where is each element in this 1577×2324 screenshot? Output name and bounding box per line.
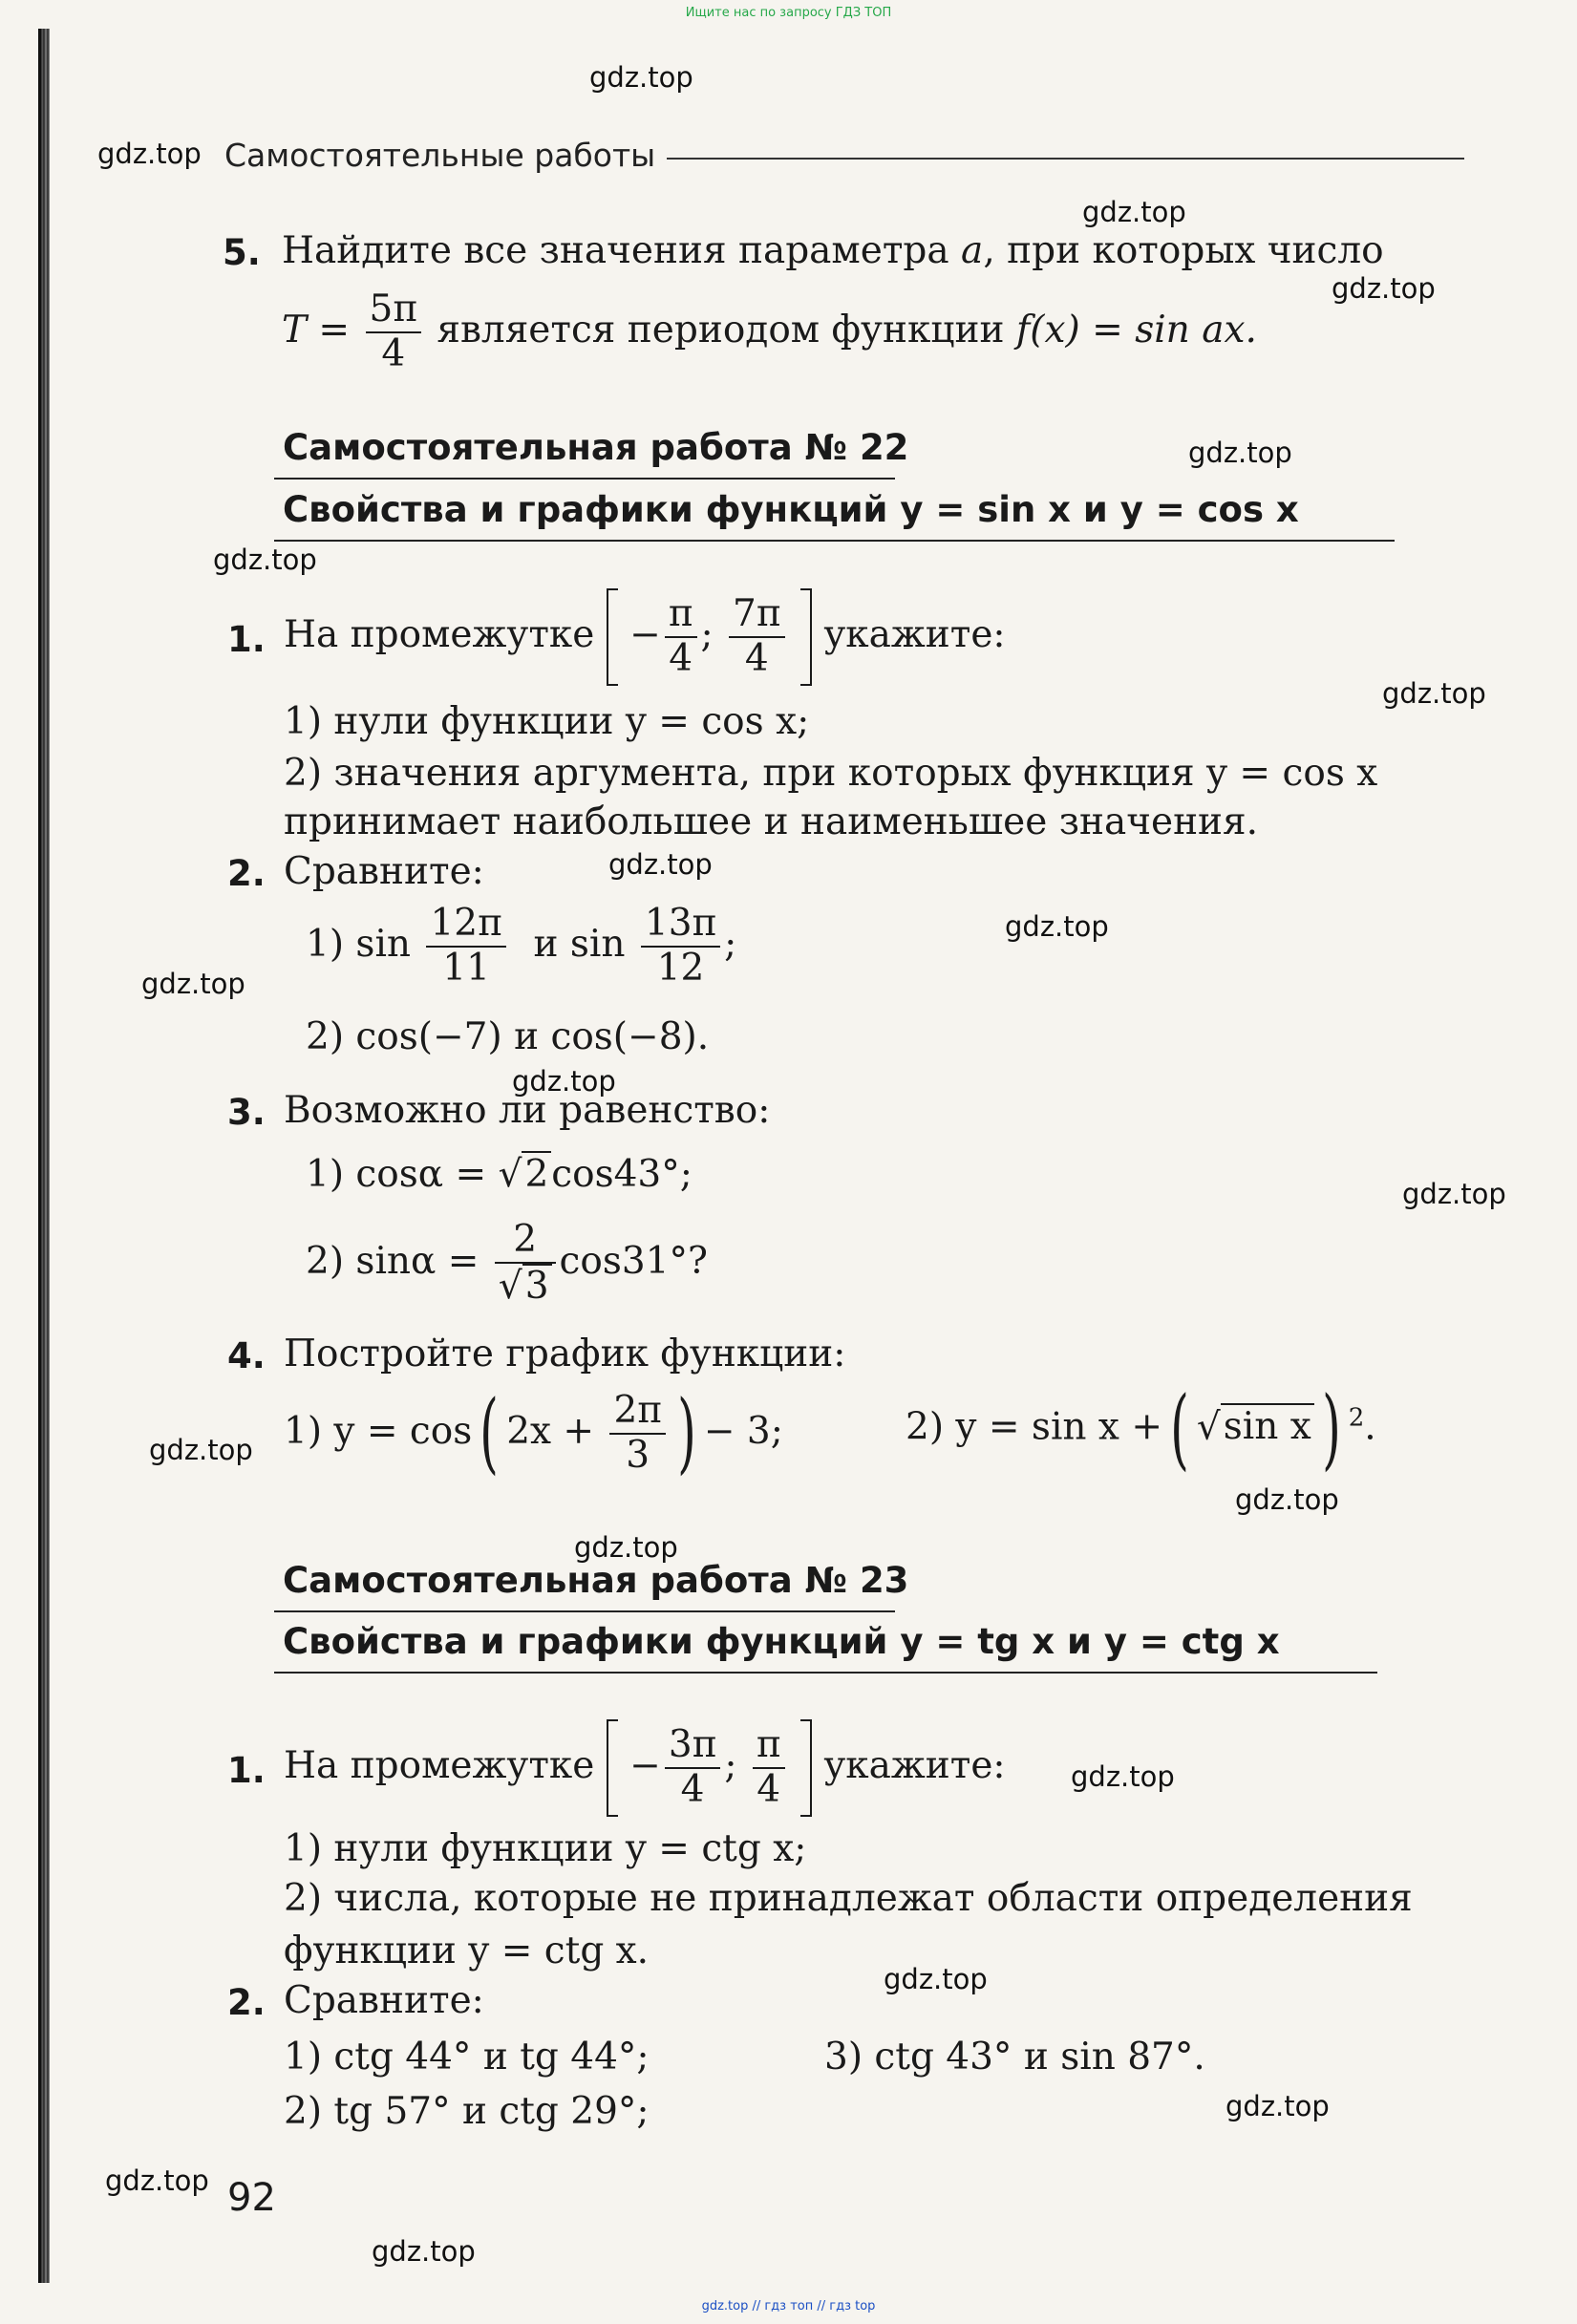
list-item: 2) sinα = $\frac{2}{√3}$ cos31°? xyxy=(306,1218,708,1308)
task-number: 1. xyxy=(227,1750,266,1791)
task-lead: Сравните: xyxy=(284,1979,484,2022)
list-item: 3) ctg 43° и sin 87°. xyxy=(824,2036,1205,2079)
watermark: gdz.top xyxy=(574,1531,678,1564)
watermark: gdz.top xyxy=(1382,677,1486,710)
list-item: 2) y = sin x +( √sin x ) $^2$. xyxy=(906,1377,1376,1480)
task-number: 2. xyxy=(227,853,266,894)
fraction: $\frac{5\pi}{4}$ xyxy=(366,288,421,376)
list-item: принимает наибольшее и наименьшее значения. xyxy=(284,800,1259,843)
right-bracket xyxy=(800,1719,812,1817)
watermark: gdz.top xyxy=(105,2164,209,2197)
page-number: 92 xyxy=(227,2176,276,2220)
task-number: 4. xyxy=(227,1335,266,1376)
watermark: gdz.top xyxy=(213,544,317,576)
watermark: gdz.top xyxy=(884,1963,988,1995)
watermark: gdz.top xyxy=(149,1434,253,1466)
header-rule xyxy=(667,158,1464,160)
work-subtitle: Свойства и графики функций y = tg x и y = ctg x xyxy=(283,1621,1280,1662)
binding-edge xyxy=(38,29,50,2283)
watermark: gdz.top xyxy=(1071,1760,1175,1793)
list-item: 2) cos(−7) и cos(−8). xyxy=(306,1015,710,1058)
task5-line1: Найдите все значения параметра a, при которых число xyxy=(282,229,1384,272)
interval-line: На промежутке − $\frac{3\pi}{4}$ ; $\frac{\pi}{4}$ укажите: xyxy=(284,1719,1006,1817)
watermark: gdz.top xyxy=(589,61,693,94)
watermark: gdz.top xyxy=(1082,196,1186,228)
task-lead: Возможно ли равенство: xyxy=(284,1089,771,1132)
work-title: Самостоятельная работа № 23 xyxy=(283,1560,909,1601)
task-number: 3. xyxy=(227,1092,266,1133)
list-item: 2) числа, которые не принадлежат области определения xyxy=(284,1877,1413,1920)
running-header: Самостоятельные работы xyxy=(224,137,656,174)
list-item: функции y = ctg x. xyxy=(284,1930,650,1972)
list-item: 1) y = cos( 2x + $\frac{2\pi}{3}$ ) − 3; xyxy=(284,1381,783,1484)
title-rule xyxy=(274,478,895,480)
watermark: gdz.top xyxy=(1235,1483,1339,1516)
left-bracket xyxy=(607,1719,618,1817)
task-lead: Сравните: xyxy=(284,850,484,893)
interval-line: На промежутке − $\frac{\pi}{4}$ ; $\frac{7\pi}{4}$ укажите: xyxy=(284,588,1006,686)
watermark: gdz.top xyxy=(1188,437,1292,469)
watermark: gdz.top xyxy=(97,138,202,170)
watermark: gdz.top xyxy=(372,2235,476,2268)
bottom-notice: gdz.top // гдз топ // гдз top xyxy=(701,2299,876,2313)
list-item: 2) значения аргумента, при которых функция y = cos x xyxy=(284,752,1378,795)
task-number: 2. xyxy=(227,1982,266,2023)
left-bracket xyxy=(607,588,618,686)
task5-line2: T = $\frac{5\pi}{4}$ является периодом функции f(x) = sin ax. xyxy=(282,288,1257,375)
task-number: 1. xyxy=(227,619,266,660)
list-item: 1) нули функции y = cos x; xyxy=(284,700,810,743)
list-item: 1) нули функции y = ctg x; xyxy=(284,1827,807,1870)
list-item: 1) cosα = √2cos43°; xyxy=(306,1153,693,1196)
title-rule xyxy=(274,1672,1377,1674)
right-bracket xyxy=(800,588,812,686)
watermark: gdz.top xyxy=(608,848,713,881)
watermark: gdz.top xyxy=(141,968,245,1000)
title-rule xyxy=(274,1610,895,1612)
list-item: 2) tg 57° и ctg 29°; xyxy=(284,2090,650,2133)
watermark: gdz.top xyxy=(1332,272,1436,305)
work-title: Самостоятельная работа № 22 xyxy=(283,427,909,468)
list-item: 1) ctg 44° и tg 44°; xyxy=(284,2036,650,2079)
title-rule xyxy=(274,540,1395,542)
task-number: 5. xyxy=(223,232,261,273)
top-notice: Ищите нас по запросу ГДЗ ТОП xyxy=(685,6,892,20)
watermark: gdz.top xyxy=(1402,1178,1506,1210)
work-subtitle: Свойства и графики функций y = sin x и y = cos x xyxy=(283,489,1299,530)
compare-line: 1) sin $\frac{12\pi}{11}$ и sin $\frac{13\pi}{12}$ ; xyxy=(306,902,737,990)
watermark: gdz.top xyxy=(1225,2090,1330,2122)
task-lead: Постройте график функции: xyxy=(284,1333,846,1375)
watermark: gdz.top xyxy=(1005,910,1109,943)
watermark: gdz.top xyxy=(512,1065,616,1098)
